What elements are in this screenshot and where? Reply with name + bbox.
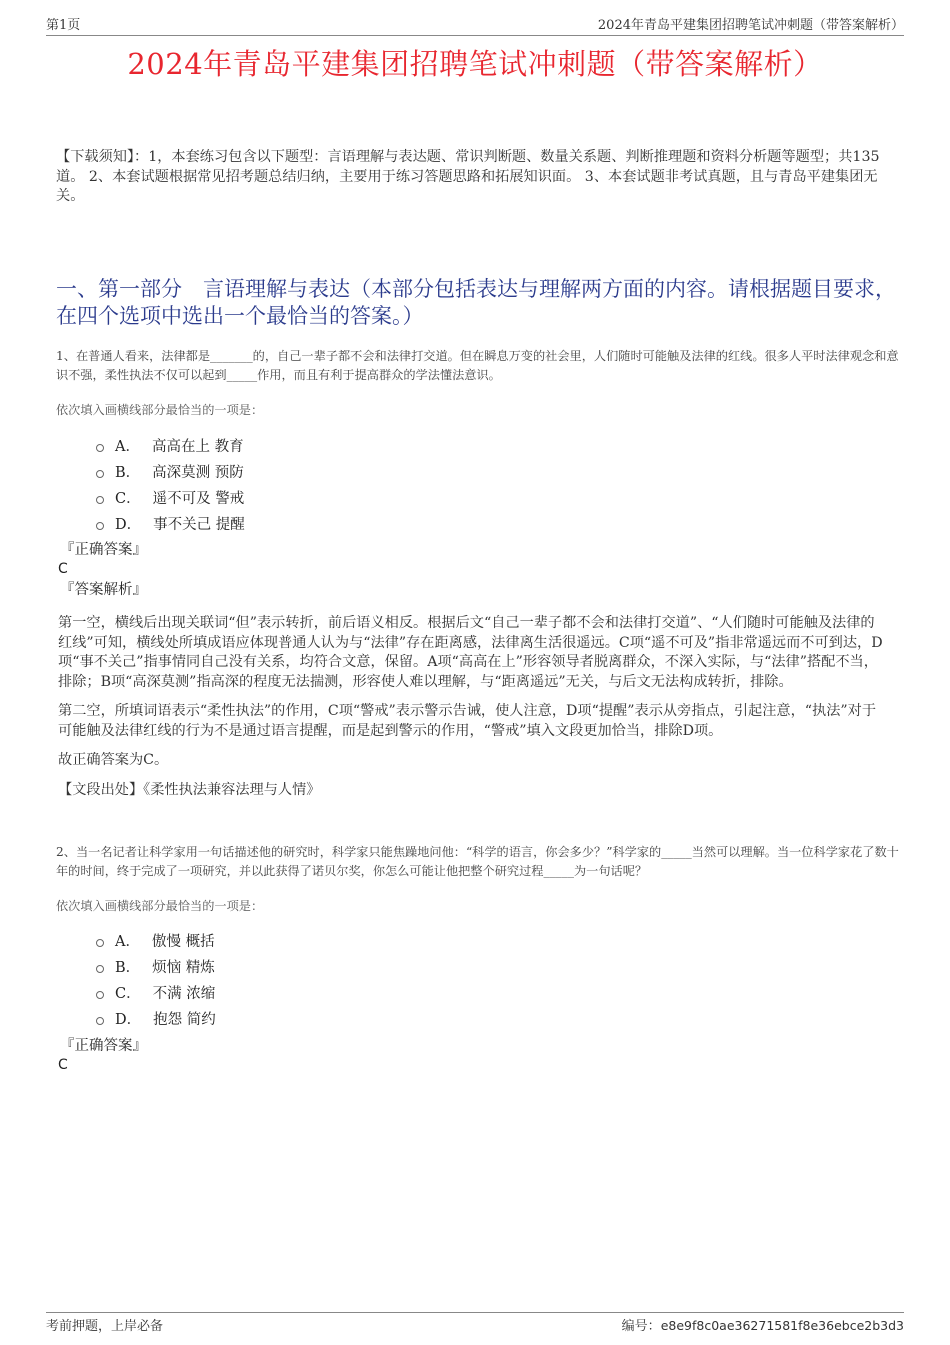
footer-code xyxy=(622,1315,904,1334)
option-letter: A． xyxy=(115,933,140,950)
q1-option-b[interactable] xyxy=(96,458,245,484)
q2-option-d[interactable] xyxy=(96,1005,216,1031)
option-text: 事不关己 提醒 xyxy=(153,516,245,533)
radio-icon[interactable] xyxy=(96,522,104,530)
radio-icon[interactable] xyxy=(96,1017,104,1025)
question-2-options xyxy=(96,927,216,1031)
q1-option-d[interactable] xyxy=(96,510,245,536)
option-letter: D． xyxy=(115,516,142,533)
q1-analysis xyxy=(58,614,886,810)
footer-slogan: 考前押题，上岸必备 xyxy=(46,1319,164,1334)
q2-answer: C xyxy=(58,1057,68,1073)
header-title: 2024年青岛平建集团招聘笔试冲刺题（带答案解析） xyxy=(597,18,904,33)
question-1-prompt: 依次填入画横线部分最恰当的一项是： xyxy=(56,403,264,417)
option-text: 不满 浓缩 xyxy=(152,985,216,1002)
option-text: 高高在上 教育 xyxy=(151,438,244,455)
option-text: 烦恼 精炼 xyxy=(152,959,215,976)
q1-option-a[interactable] xyxy=(96,432,245,458)
option-letter: B． xyxy=(115,464,141,481)
option-text: 傲慢 概括 xyxy=(151,933,215,950)
option-text: 抱怨 简约 xyxy=(153,1011,216,1028)
radio-icon[interactable] xyxy=(96,965,104,973)
radio-icon[interactable] xyxy=(96,939,104,947)
footer-code-label: 编号： xyxy=(621,1319,661,1334)
option-letter: B． xyxy=(115,959,141,976)
page-number: 第1页 xyxy=(46,18,81,33)
radio-icon[interactable] xyxy=(96,991,104,999)
option-letter: C． xyxy=(115,985,141,1002)
q1-answer-label: 『正确答案』 xyxy=(60,542,147,558)
q2-option-a[interactable] xyxy=(96,927,216,953)
download-notice: 【下载须知】：1，本套练习包含以下题型：言语理解与表达题、常识判断题、数量关系题、判断推理题和资料分析题等题型；共135道。 2、本套试题根据常见招考题总结归纳，主要用于练习答题思路和拓展知识面。 3、本套试题非考试真题，且与青岛平建集团无关。 xyxy=(56,149,880,204)
analysis-paragraph: 第一空，横线后出现关联词“但”表示转折，前后语义相反。根据后文“自己一辈子都不会和法律打交道”、“人们随时可能触及法律的红线”可知，横线处所填成语应体现普通人认为与“法律”存在距离感，法律离生活很遥远。C项“遥不可及”指非常遥远而不可到达，D项“事不关己”指事情同自己没有关系，均符合文意，保留。A项“高高在上”形容领导者脱离群众，不深入实际，与“法律”搭配不当，排除；B项“高深莫测”指高深的程度无法揣测，形容使人难以理解，与“距离遥远”无关，与后文无法构成转折，排除。 xyxy=(58,615,883,690)
option-letter: C． xyxy=(115,490,141,507)
analysis-paragraph: 第二空，所填词语表示“柔性执法”的作用，C项“警戒”表示警示告诫，使人注意，D项“提醒”表示从旁指点，引起注意，“执法”对于可能触及法律红线的行为不是通过语言提醒，而是起到警示的作用，“警戒”填入文段更加恰当，排除D项。 xyxy=(58,703,877,739)
option-text: 高深莫测 预防 xyxy=(152,464,244,481)
option-text: 遥不可及 警戒 xyxy=(152,490,245,507)
q2-option-c[interactable] xyxy=(96,979,216,1005)
radio-icon[interactable] xyxy=(96,470,104,478)
q2-option-b[interactable] xyxy=(96,953,216,979)
question-1-text: 1、在普通人看来，法律都是_______的，自己一辈子都不会和法律打交道。但在瞬息万变的社会里，人们随时可能触及法律的红线。很多人平时法律观念和意识不强，柔性执法不仅可以起到_____作用，而且有利于提高群众的学法懂法意识。 xyxy=(56,349,899,382)
section-heading: 一、第一部分 言语理解与表达（本部分包括表达与理解两方面的内容。请根据题目要求，在四个选项中选出一个最恰当的答案。） xyxy=(56,277,896,328)
radio-icon[interactable] xyxy=(96,496,104,504)
q1-answer: C xyxy=(58,561,68,577)
question-2-prompt: 依次填入画横线部分最恰当的一项是： xyxy=(56,899,264,913)
q1-option-c[interactable] xyxy=(96,484,245,510)
q1-analysis-label: 『答案解析』 xyxy=(60,582,147,598)
question-1-options xyxy=(96,432,245,536)
radio-icon[interactable] xyxy=(96,444,104,452)
footer-code-value: e8e9f8c0ae36271581f8e36ebce2b3d3 xyxy=(660,1318,904,1333)
source-citation: 【文段出处】《柔性执法兼容法理与人情》 xyxy=(58,781,321,798)
page-header xyxy=(46,14,904,36)
q2-answer-label: 『正确答案』 xyxy=(60,1038,147,1054)
option-letter: D． xyxy=(115,1011,142,1028)
document-title: 2024年青岛平建集团招聘笔试冲刺题（带答案解析） xyxy=(127,47,823,81)
question-2-text: 2、当一名记者让科学家用一句话描述他的研究时，科学家只能焦躁地问他：“科学的语言，你会多少？”科学家的_____当然可以理解。当一位科学家花了数十年的时间，终于完成了一项研究，并以此获得了诺贝尔奖，你怎么可能让他把整个研究过程_____为一句话呢？ xyxy=(56,845,899,878)
analysis-paragraph: 故正确答案为C。 xyxy=(58,752,169,768)
page-footer xyxy=(46,1312,904,1334)
option-letter: A． xyxy=(115,438,140,455)
